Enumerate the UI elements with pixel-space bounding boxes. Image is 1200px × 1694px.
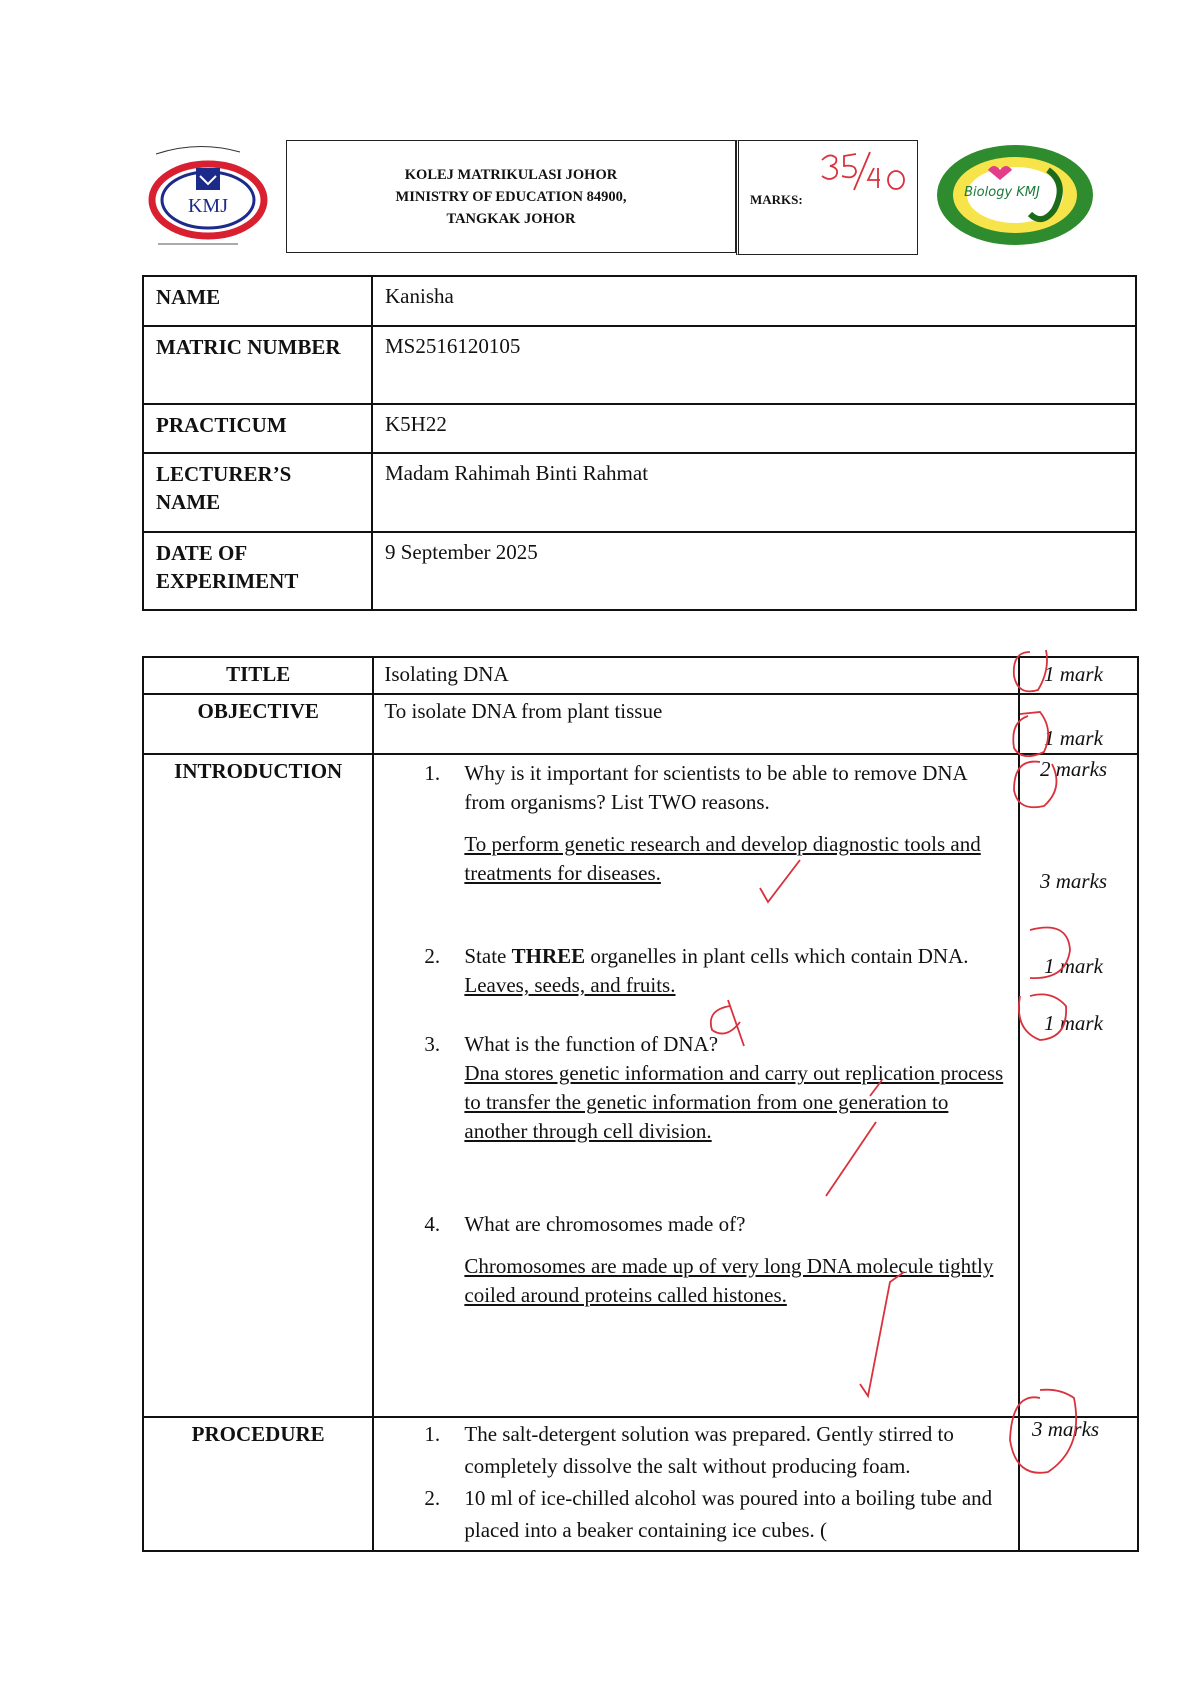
info-label: LECTURER’S NAME [143,453,372,532]
answer-1: To perform genetic research and develop diagnostic tools and treatments for diseases. [464,832,981,885]
mark-introduction-q2: 3 marks [1040,869,1108,893]
mark-objective: 1 mark [1044,726,1103,750]
answer-4: Chromosomes are made up of very long DNA molecule tightly coiled around proteins called histones. [464,1254,994,1307]
info-value: Madam Rahimah Binti Rahmat [372,453,1136,532]
info-row [143,404,1136,453]
procedure-step-2: 2. 10 ml of ice-chilled alcohol was poured into a boiling tube and placed into a beaker containing ice cubes. ( [424,1486,993,1542]
section-label-introduction: INTRODUCTION [143,754,373,1417]
procedure-row [143,1417,1138,1551]
mark-introduction-q1: 2 marks [1040,757,1108,781]
question-1: 1. Why is it important for scientists to be able to remove DNA from organisms? List TWO reasons. [424,761,967,814]
mark-title: 1 mark [1044,662,1103,686]
introduction-content [373,754,1019,1417]
question-4: 4. What are chromosomes made of? [424,1212,746,1236]
institution-header [286,140,736,253]
institution-line-1: KOLEJ MATRIKULASI JOHOR [404,166,618,183]
question-2: 2. State THREE organelles in plant cells which contain DNA. [424,944,969,968]
answer-3: Dna stores genetic information and carry out replication process to transfer the genetic information from one generation to another through cell division. [464,1061,1004,1143]
introduction-mark-cell [1019,754,1138,1417]
info-row [143,326,1136,404]
objective-value: To isolate DNA from plant tissue [373,694,1019,754]
answer-2: Leaves, seeds, and fruits. [464,973,676,997]
section-label-procedure: PROCEDURE [143,1417,373,1551]
info-row [143,453,1136,532]
info-value: Kanisha [372,276,1136,326]
introduction-row [143,754,1138,1417]
info-label: NAME [143,276,372,326]
question-text: Why is it important for scientists to be able to remove DNA from organisms? List TWO reasons. [464,761,967,814]
title-row [143,657,1138,694]
marks-label: MARKS: [750,192,803,207]
handwritten-score [816,146,906,198]
section-label-objective: OBJECTIVE [143,694,373,754]
info-row [143,276,1136,326]
section-label-title: TITLE [143,657,373,694]
question-3: 3. What is the function of DNA? [424,1032,719,1056]
institution-line-3: TANGKAK JOHOR [446,210,576,227]
info-label: DATE OF EXPERIMENT [143,532,372,610]
biology-kmj-logo [930,140,1100,250]
student-info-table [142,275,1137,611]
kmj-logo [148,142,278,257]
practical-table [142,656,1139,1552]
biology-logo-text: Biology KMJ [964,185,1040,200]
kmj-logo-text: KMJ [187,195,229,217]
mark-introduction-q4: 1 mark [1044,1011,1103,1035]
institution-line-2: MINISTRY OF EDUCATION 84900, [395,188,627,205]
info-value: K5H22 [372,404,1136,453]
objective-row [143,694,1138,754]
mark-introduction-q3: 1 mark [1044,954,1103,978]
info-value: 9 September 2025 [372,532,1136,610]
info-label: PRACTICUM [143,404,372,453]
info-row [143,532,1136,610]
title-value: Isolating DNA [373,657,1019,694]
info-value: MS2516120105 [372,326,1136,404]
procedure-content [373,1417,1019,1551]
procedure-step-1: 1. The salt-detergent solution was prepared. Gently stirred to completely dissolve the salt without producing foam. [424,1422,954,1478]
info-label: MATRIC NUMBER [143,326,372,404]
mark-procedure: 3 marks [1032,1417,1100,1441]
